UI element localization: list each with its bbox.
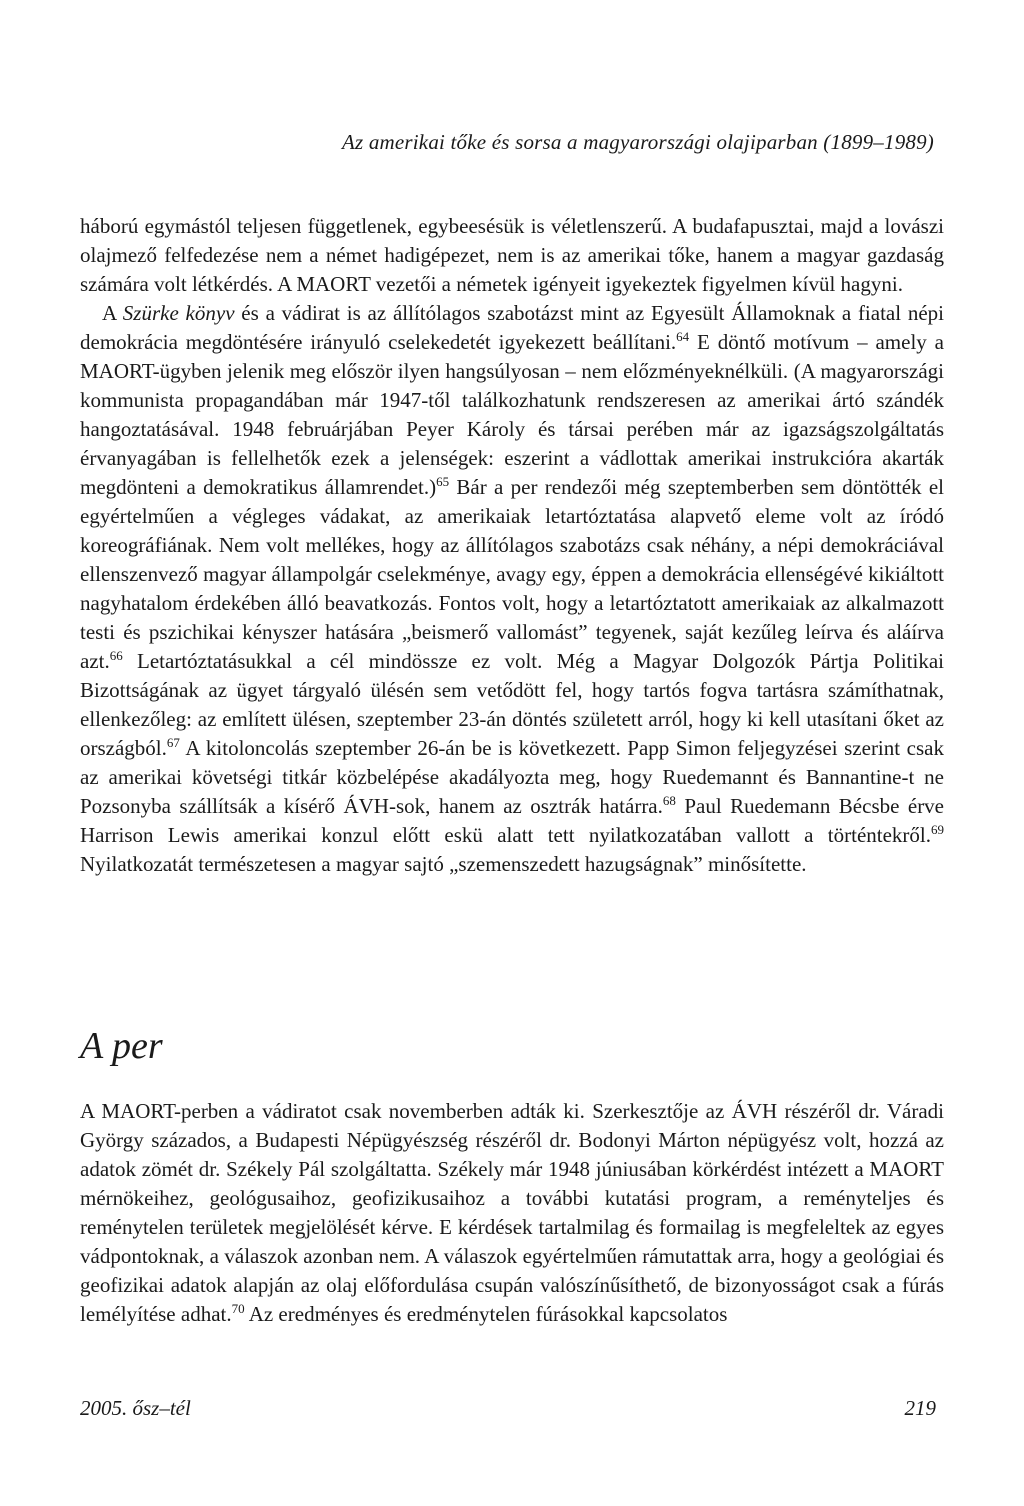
running-head: Az amerikai tőke és sorsa a magyarországi olajiparban (1899–1989) bbox=[341, 130, 934, 154]
section-text bbox=[80, 1097, 944, 1329]
footnote-ref-70: 70 bbox=[231, 1301, 245, 1316]
paragraph-2-part-7: Paul Ruedemann Bécsbe érve Harrison Lewis amerikai konzul előtt eskü alatt tett nyilatkozatában vallott a történtekről. bbox=[80, 794, 945, 847]
footnote-ref-66: 66 bbox=[109, 648, 123, 663]
footnote-ref-68: 68 bbox=[662, 793, 676, 808]
paragraph-2-part-4: Bár a per rendezői még szeptemberben sem döntötték el egyértelműen a végleges vádakat, az amerikaiak letartóztatása alapvető eleme volt az íródó koreográfiának. Nem volt mellékes, hogy az állítólagos szabotázs csak néhány, a népi demokráciával ellenszenvező magyar állampolgár cselekménye, avagy egy, éppen a demokrácia ellenségévé kikiáltott nagyhatalom érdekében álló beavatkozás. Fontos volt, hogy a letartóztatott amerikaiak az alkalmazott testi és pszichikai kényszer hatására „beismerő vallomást” tegyenek, saját kezűleg leírva és aláírva azt. bbox=[80, 475, 944, 673]
section-paragraph bbox=[80, 1097, 944, 1329]
paragraph-2-part-8: Nyilatkozatát természetesen a magyar sajtó „szemenszedett hazugságnak” minősítette. bbox=[80, 852, 807, 876]
footnote-ref-64: 64 bbox=[676, 329, 690, 344]
book-title-szurke-konyv: Szürke könyv bbox=[122, 301, 235, 325]
paragraph-2 bbox=[80, 299, 944, 879]
footnote-ref-67: 67 bbox=[166, 735, 180, 750]
paragraph-1: háború egymástól teljesen függetlenek, egybeesésük is véletlenszerű. A budafapusztai, majd a lovászi olajmező felfedezése nem a német hadigépezet, nem is az amerikai tőke, hanem a magyar gazdaság számára volt létkérdés. A MAORT vezetői a németek igényeit igyekeztek figyelmen kívül hagyni. bbox=[80, 214, 944, 296]
paragraph-2-part-2: és a vádirat is az állítólagos szabotázst mint az Egyesült Államoknak a fiatal népi demokrácia megdöntésére irányuló cselekedetét igyekezett beállítani. bbox=[80, 301, 945, 354]
page-number: 219 bbox=[904, 1396, 936, 1420]
main-text bbox=[80, 212, 944, 879]
paragraph-2-part-1: A bbox=[102, 301, 123, 325]
footnote-ref-65: 65 bbox=[436, 474, 450, 489]
paragraph-2-part-5: Letartóztatásukkal a cél mindössze ez volt. Még a Magyar Dolgozók Pártja Politikai Bizottságának az ügyet tárgyaló ülésén sem vetődött fel, hogy tartós fogva tartásra számíthatnak, ellenkezőleg: az említett ülésen, szeptember 23-án döntés született arról, hogy ki kell utasítani őket az országból. bbox=[80, 649, 944, 760]
footer-issue: 2005. ősz–tél bbox=[80, 1396, 191, 1420]
paragraph-2-part-6: A kitoloncolás szeptember 26-án be is következett. Papp Simon feljegyzései szerint csak az amerikai követségi titkár közbelépése akadályozta meg, hogy Ruedemannt és Bannantine-t ne Pozsonyba szállítsák a kísérő ÁVH-sok, hanem az osztrák határra. bbox=[80, 736, 944, 818]
footnote-ref-69: 69 bbox=[931, 822, 944, 837]
paragraph-2-part-3: E döntő motívum – amely a MAORT-ügyben jelenik meg először ilyen hangsúlyosan – nem előzményeknélküli. (A magyarországi kommunista propagandában már 1947-től találkozhatunk rendszeresen az amerikai ártó szándék hangoztatásával. 1948 februárjában Peyer Károly és társai perében már az igazságszolgáltatás érvanyagában is fellelhetők ezek a jelenségek: eszerint a vádlottak amerikai instrukcióra akarták megdönteni a demokratikus államrendet.) bbox=[80, 330, 944, 499]
section-paragraph-part-1: A MAORT-perben a vádiratot csak novemberben adták ki. Szerkesztője az ÁVH részéről dr. Váradi György százados, a Budapesti Népügyészség részéről dr. Bodonyi Márton népügyész volt, hozzá az adatok zömét dr. Székely Pál szolgáltatta. Székely már 1948 júniusában körkérdést intézett a MAORT mérnökeihez, geológusaihoz, geofizikusaihoz a további kutatási program, a reményteljes és reménytelen területek megjelölését kérve. E kérdések tartalmilag és formailag is megfeleltek az egyes vádpontoknak, a válaszok azonban nem. A válaszok egyértelműen rámutattak arra, hogy a geológiai és geofizikai adatok alapján az olaj előfordulása csupán valószínűsíthető, de bizonyosságot csak a fúrás lemélyítése adhat. bbox=[80, 1099, 944, 1326]
section-paragraph-part-2: Az eredményes és eredménytelen fúrásokkal kapcsolatos bbox=[244, 1302, 728, 1326]
section-heading: A per bbox=[80, 1025, 163, 1067]
